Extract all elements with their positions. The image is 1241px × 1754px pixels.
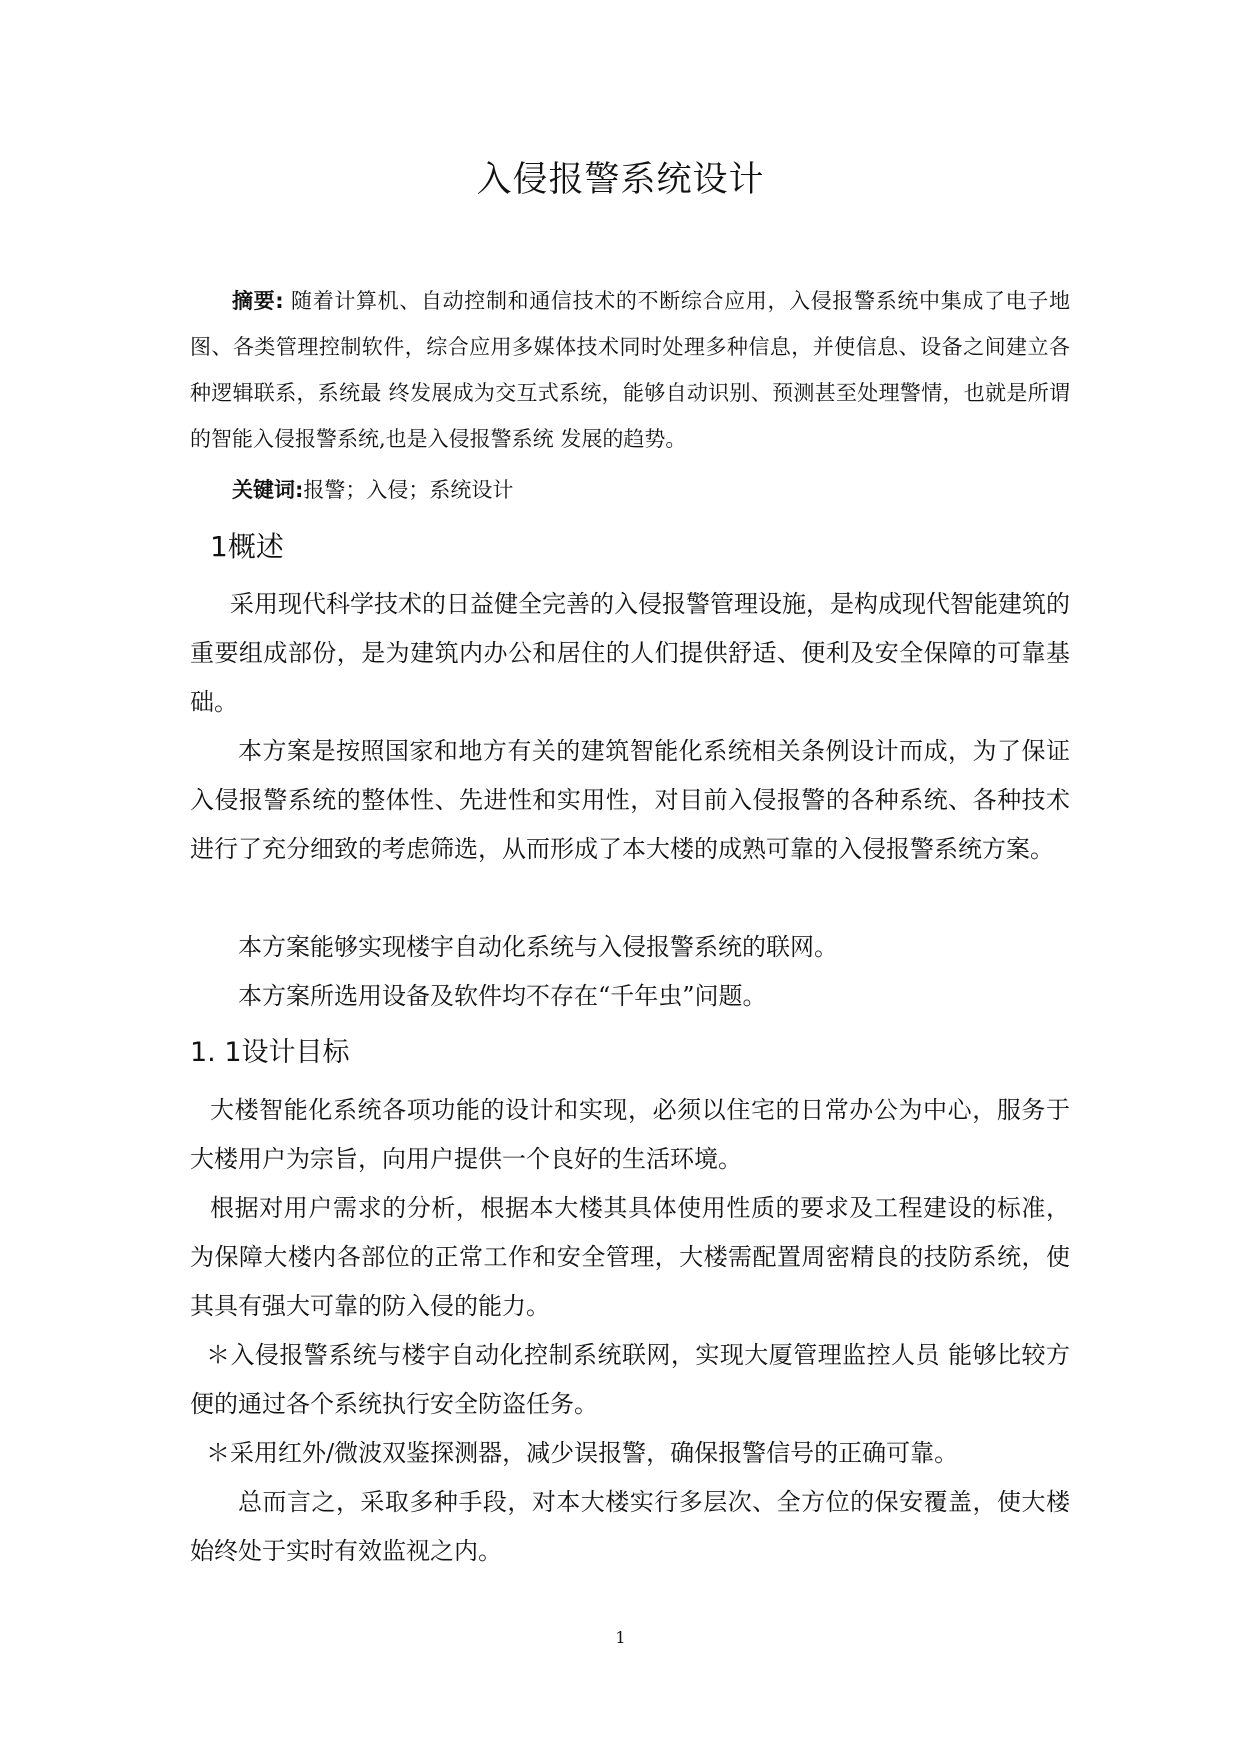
goals-paragraph-2: 根据对用户需求的分析，根据本大楼其具体使用性质的要求及工程建设的标准，为保障大楼内各部位的正常工作和安全管理，大楼需配置周密精良的技防系统，使其具有强大可靠的防入侵的能力。 <box>190 1194 1070 1320</box>
goals-paragraph-summary: 总而言之，采取多种手段，对本大楼实行多层次、全方位的保安覆盖，使大楼始终处于实时有效监视之内。 <box>190 1488 1070 1565</box>
overview-paragraph-2: 本方案是按照国家和地方有关的建筑智能化系统相关条例设计而成，为了保证入侵报警系统的整体性、先进性和实用性，对目前入侵报警的各种系统、各种技术进行了充分细致的考虑筛选，从而形成了本大楼的成熟可靠的入侵报警系统方案。 <box>190 737 1070 863</box>
overview-paragraph-1: 采用现代科学技术的日益健全完善的入侵报警管理设施，是构成现代智能建筑的重要组成部份，是为建筑内办公和居住的人们提供舒适、便利及安全保障的可靠基础。 <box>190 590 1070 716</box>
keywords-text: 报警；入侵；系统设计 <box>303 478 514 502</box>
overview-paragraph-3: 本方案能够实现楼宇自动化系统与入侵报警系统的联网。 <box>238 933 838 961</box>
page-number: 1 <box>615 1628 626 1647</box>
keywords-paragraph <box>190 470 1070 510</box>
section-heading-overview: 1概述 <box>210 530 284 563</box>
overview-paragraph-4: 本方案所选用设备及软件均不存在“千年虫”问题。 <box>238 982 767 1010</box>
goals-bullet-1: ＊入侵报警系统与楼宇自动化控制系统联网，实现大厦管理监控人员 能够比较方便的通过各个系统执行安全防盗任务。 <box>190 1341 1070 1418</box>
abstract-text: 随着计算机、自动控制和通信技术的不断综合应用，入侵报警系统中集成了电子地图、各类管理控制软件，综合应用多媒体技术同时处理多种信息，并使信息、设备之间建立各种逻辑联系，系统最 终发展成为交互式系统，能够自动识别、预测甚至处理警情，也就是所谓的智能入侵报警系统,也是入侵报警系统 发展的趋势。 <box>190 289 1070 451</box>
section-heading-design-goals: 1. 1设计目标 <box>190 1037 350 1068</box>
keywords-label: 关键词: <box>232 478 304 502</box>
abstract-paragraph <box>190 278 1070 462</box>
document-title: 入侵报警系统设计 <box>476 160 765 200</box>
goals-bullet-2: ＊采用红外/微波双鉴探测器，减少误报警，确保报警信号的正确可靠。 <box>206 1439 959 1467</box>
goals-paragraph-1: 大楼智能化系统各项功能的设计和实现，必须以住宅的日常办公为中心，服务于大楼用户为宗旨，向用户提供一个良好的生活环境。 <box>190 1096 1070 1173</box>
abstract-label: 摘要: <box>232 289 284 313</box>
